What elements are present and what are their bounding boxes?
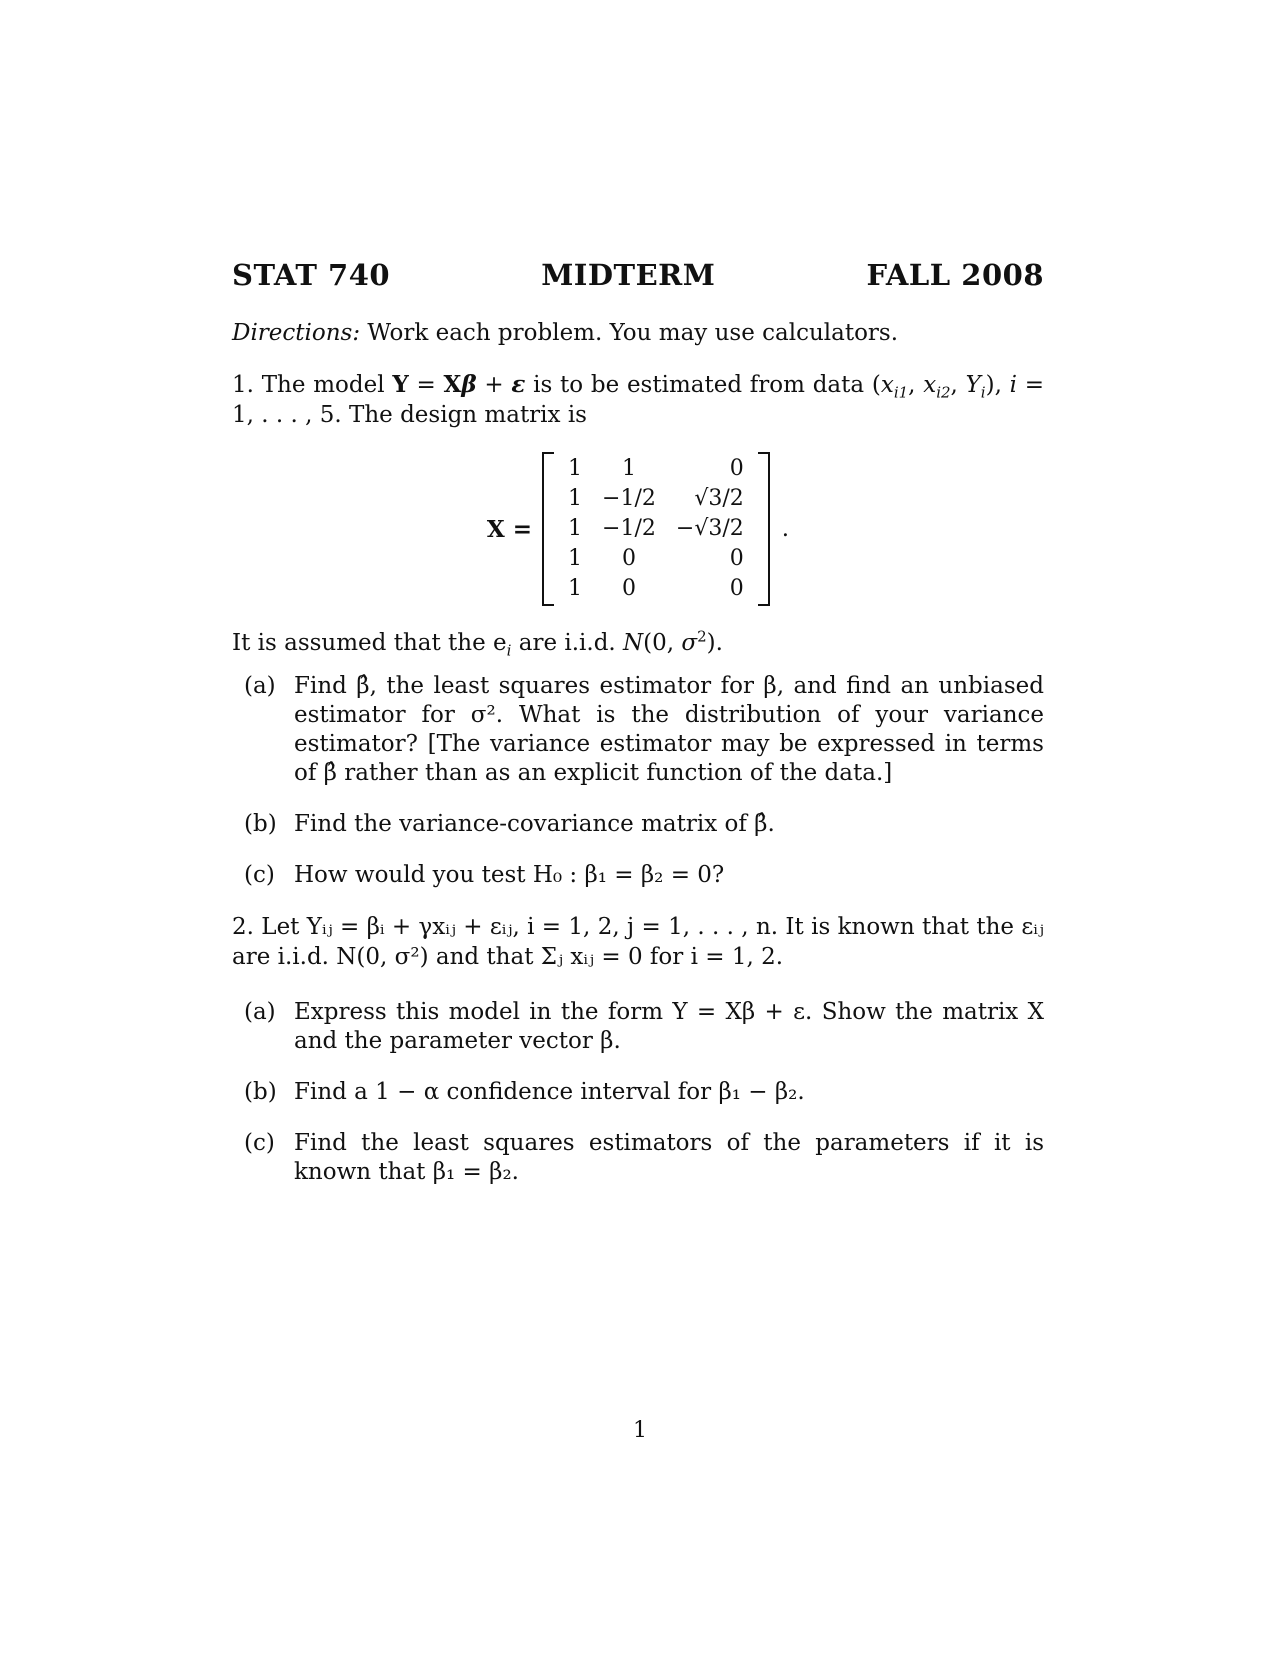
problem-2-intro bbox=[232, 912, 1044, 972]
part-text: Find a 1 − α confidence interval for β₁ − β₂. bbox=[294, 1079, 805, 1105]
part-text: Express this model in the form Y = Xβ + ε. Show the matrix X and the parameter vector β. bbox=[294, 999, 1044, 1054]
matrix-cell: 0 bbox=[621, 546, 636, 571]
problem-2-number: 2. bbox=[232, 914, 254, 940]
matrix-cell: 1 bbox=[568, 516, 583, 541]
assumption-tail: are i.i.d. bbox=[518, 630, 616, 656]
matrix-cell: 0 bbox=[729, 456, 744, 481]
matrix-right-bracket bbox=[758, 452, 770, 606]
directions-lead: Directions: bbox=[232, 320, 361, 346]
matrix-cell: 1 bbox=[568, 576, 583, 601]
matrix-cell: 0 bbox=[729, 546, 744, 571]
part-text: Find the variance-covariance matrix of β̂. bbox=[294, 811, 775, 837]
matrix-row bbox=[558, 484, 754, 514]
problem-1-intro: 1. The model Y = Xβ + ε is to be estimated from data ($x_{i1}$, $x_{i2}$, $Y_i$), i = 1, . . . , 5. The design matrix is bbox=[232, 371, 1045, 428]
problem-2-text: Let Yᵢⱼ = βᵢ + γxᵢⱼ + εᵢⱼ, i = 1, 2, j = 1, . . . , n. It is known that the εᵢⱼ are i.i.d. N(0, σ²) and that Σⱼ xᵢⱼ = 0 for i = 1, 2. bbox=[232, 914, 1044, 970]
term-title: FALL 2008 bbox=[866, 258, 1044, 292]
matrix-row bbox=[558, 544, 754, 574]
course-title: STAT 740 bbox=[232, 258, 391, 292]
matrix-cell: 1 bbox=[621, 456, 636, 481]
matrix-cell: 0 bbox=[621, 576, 636, 601]
problem-1-intro-a: The model bbox=[261, 372, 385, 398]
matrix-row bbox=[558, 574, 754, 604]
part-text: How would you test H₀ : β₁ = β₂ = 0? bbox=[294, 862, 725, 888]
part-label: (c) bbox=[244, 862, 275, 888]
matrix-cell: 1 bbox=[568, 546, 583, 571]
design-matrix: X = 1 1 0 1 −1/2 √3/2 1 −1/2 −√3/2 1 0 0 1 0 0 . bbox=[232, 452, 1044, 606]
page-number: 1 bbox=[633, 1418, 647, 1443]
matrix-row bbox=[558, 514, 754, 544]
directions bbox=[232, 318, 1044, 348]
problem-1-part-c bbox=[244, 861, 1044, 890]
problem-2-part-a bbox=[244, 998, 1044, 1056]
part-text: Find the least squares estimators of the parameters if it is known that β₁ = β₂. bbox=[294, 1130, 1044, 1185]
part-label: (a) bbox=[244, 673, 276, 699]
matrix-left-bracket bbox=[542, 452, 554, 606]
matrix-row bbox=[558, 454, 754, 484]
matrix-cell: −1/2 bbox=[602, 516, 656, 541]
matrix-lhs: X = bbox=[486, 515, 533, 543]
part-text: Find β̂, the least squares estimator for β, and find an unbiased estimator for σ². What is the distribution of your variance estimator? [The variance estimator may be expressed in terms of β̂ rather than as an explicit function of the data.] bbox=[294, 673, 1044, 786]
matrix-cell: −1/2 bbox=[602, 486, 656, 511]
part-label: (b) bbox=[244, 1079, 277, 1105]
problem-1-number: 1. bbox=[232, 372, 254, 398]
exam-page bbox=[232, 258, 1044, 1209]
problem-2-parts bbox=[232, 998, 1044, 1187]
matrix-cell: √3/2 bbox=[694, 486, 744, 511]
problem-1-intro-c: 1, . . . , 5. The design matrix is bbox=[232, 402, 587, 428]
matrix-cell: −√3/2 bbox=[675, 516, 744, 541]
problem-2-part-c bbox=[244, 1129, 1044, 1187]
problem-1-intro-b: is to be estimated from data bbox=[533, 372, 865, 398]
matrix-cell: 1 bbox=[568, 456, 583, 481]
exam-title: MIDTERM bbox=[541, 258, 716, 292]
assumption-text: It is assumed that the e bbox=[232, 630, 507, 656]
problem-1-parts bbox=[232, 672, 1044, 890]
part-label: (c) bbox=[244, 1130, 275, 1156]
matrix-cell: 1 bbox=[568, 486, 583, 511]
matrix-table bbox=[558, 454, 754, 604]
part-label: (a) bbox=[244, 999, 276, 1025]
part-label: (b) bbox=[244, 811, 277, 837]
problem-1-part-a bbox=[244, 672, 1044, 788]
problem-1-part-b bbox=[244, 810, 1044, 839]
exam-header bbox=[232, 258, 1044, 292]
problem-1-assumption: It is assumed that the $e_i$ are i.i.d. N(0, $\sigma^2$). bbox=[232, 627, 723, 660]
matrix-cell: 0 bbox=[729, 576, 744, 601]
problem-2-part-b bbox=[244, 1078, 1044, 1107]
directions-text: Work each problem. You may use calculators. bbox=[367, 320, 899, 346]
